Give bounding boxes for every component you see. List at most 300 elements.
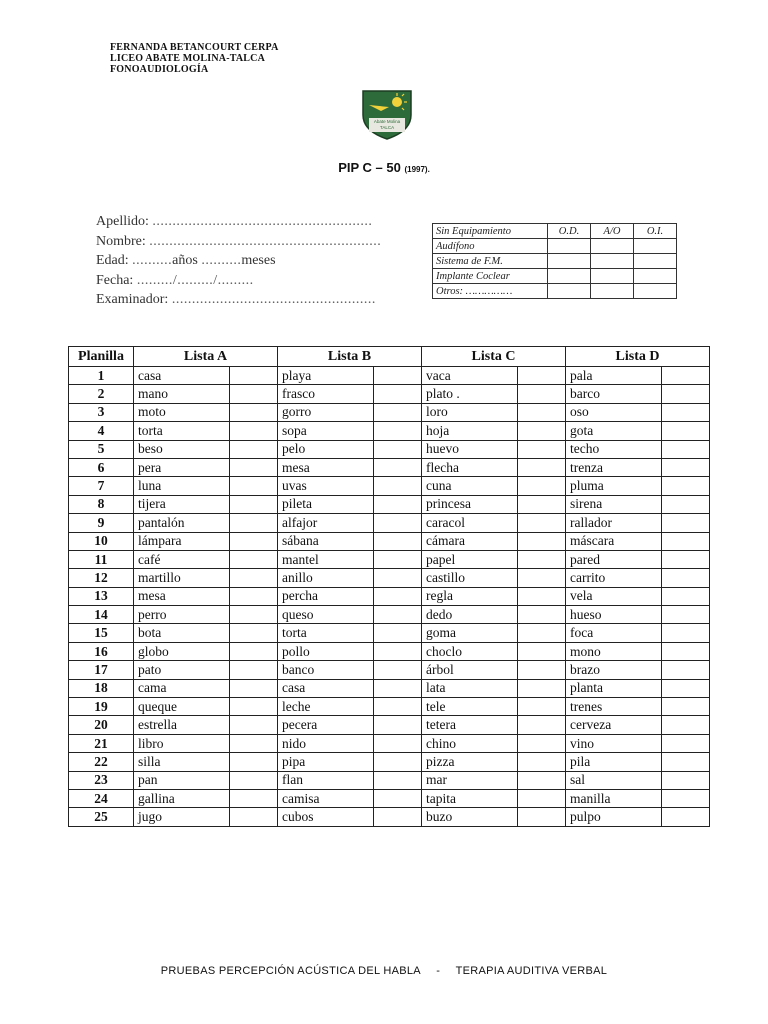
word-table-row	[69, 385, 710, 403]
word-lista-d: pared	[566, 550, 662, 568]
equipment-row	[433, 254, 677, 269]
equipment-row	[433, 269, 677, 284]
response-cell-lista-a[interactable]	[230, 495, 278, 513]
word-table-row	[69, 367, 710, 385]
planilla-number: 8	[69, 495, 134, 513]
word-lista-a: beso	[134, 440, 230, 458]
response-cell-lista-d[interactable]	[662, 753, 710, 771]
response-cell-lista-d[interactable]	[662, 440, 710, 458]
equipment-checkbox[interactable]	[634, 254, 677, 269]
word-lista-d: pila	[566, 753, 662, 771]
column-header-ao: A/O	[591, 224, 634, 239]
word-lista-c: choclo	[422, 642, 518, 660]
response-cell-lista-d[interactable]	[662, 642, 710, 660]
word-table-row	[69, 495, 710, 513]
response-cell-lista-a[interactable]	[230, 550, 278, 568]
apellido-field[interactable]: Apellido: .......................................................	[96, 214, 373, 229]
word-table-row	[69, 679, 710, 697]
header-lista-d: Lista D	[566, 347, 710, 367]
response-cell-lista-a[interactable]	[230, 587, 278, 605]
response-cell-lista-a[interactable]	[230, 367, 278, 385]
response-cell-lista-c[interactable]	[518, 550, 566, 568]
word-lista-b: percha	[278, 587, 374, 605]
word-lista-a: perro	[134, 606, 230, 624]
response-cell-lista-c[interactable]	[518, 642, 566, 660]
response-cell-lista-c[interactable]	[518, 569, 566, 587]
footer-separator: -	[436, 965, 441, 977]
word-table-row	[69, 403, 710, 421]
word-table-row	[69, 771, 710, 789]
word-lista-c: dedo	[422, 606, 518, 624]
response-cell-lista-b[interactable]	[374, 587, 422, 605]
fecha-field[interactable]: Fecha: ........./........./.........	[96, 272, 254, 288]
word-lista-d: gota	[566, 422, 662, 440]
planilla-number: 20	[69, 716, 134, 734]
response-cell-lista-c[interactable]	[518, 440, 566, 458]
equipment-checkbox[interactable]	[634, 284, 677, 299]
response-cell-lista-b[interactable]	[374, 385, 422, 403]
fecha-label: Fecha:	[96, 272, 134, 288]
planilla-number: 22	[69, 753, 134, 771]
word-lista-b: torta	[278, 624, 374, 642]
word-lista-c: pizza	[422, 753, 518, 771]
planilla-number: 11	[69, 550, 134, 568]
word-table-row	[69, 698, 710, 716]
planilla-number: 15	[69, 624, 134, 642]
word-lista-d: vino	[566, 734, 662, 752]
footer-left: PRUEBAS PERCEPCIÓN ACÚSTICA DEL HABLA	[160, 965, 421, 977]
word-lista-d: trenza	[566, 458, 662, 476]
word-table-row	[69, 587, 710, 605]
word-lista-b: camisa	[278, 789, 374, 807]
equipment-checkbox[interactable]	[548, 254, 591, 269]
column-header-od: O.D.	[548, 224, 591, 239]
response-cell-lista-d[interactable]	[662, 458, 710, 476]
header-lista-a: Lista A	[134, 347, 278, 367]
equipment-label: Sin Equipamiento	[433, 224, 548, 239]
word-table-row	[69, 606, 710, 624]
word-lista-b: pileta	[278, 495, 374, 513]
response-cell-lista-a[interactable]	[230, 403, 278, 421]
word-lista-c: chino	[422, 734, 518, 752]
title-main: PIP C – 50	[338, 160, 401, 175]
response-cell-lista-c[interactable]	[518, 661, 566, 679]
column-header-oi: O.I.	[634, 224, 677, 239]
response-cell-lista-a[interactable]	[230, 698, 278, 716]
response-cell-lista-c[interactable]	[518, 679, 566, 697]
word-lista-a: pantalón	[134, 514, 230, 532]
response-cell-lista-d[interactable]	[662, 624, 710, 642]
word-lista-b: alfajor	[278, 514, 374, 532]
word-table-row	[69, 569, 710, 587]
equipment-checkbox[interactable]	[591, 284, 634, 299]
department-name: FONOAUDIOLOGÍA	[110, 64, 209, 75]
word-table-row	[69, 734, 710, 752]
word-lista-b: sopa	[278, 422, 374, 440]
word-lista-c: árbol	[422, 661, 518, 679]
response-cell-lista-d[interactable]	[662, 679, 710, 697]
word-lista-b: mantel	[278, 550, 374, 568]
response-cell-lista-a[interactable]	[230, 532, 278, 550]
word-lista-d: techo	[566, 440, 662, 458]
response-cell-lista-a[interactable]	[230, 440, 278, 458]
word-lista-a: torta	[134, 422, 230, 440]
response-cell-lista-d[interactable]	[662, 789, 710, 807]
word-lista-b: pipa	[278, 753, 374, 771]
word-lista-a: bota	[134, 624, 230, 642]
response-cell-lista-d[interactable]	[662, 698, 710, 716]
response-cell-lista-d[interactable]	[662, 569, 710, 587]
word-lista-a: estrella	[134, 716, 230, 734]
word-table-row	[69, 422, 710, 440]
word-table-row	[69, 624, 710, 642]
word-lista-a: silla	[134, 753, 230, 771]
response-cell-lista-d[interactable]	[662, 550, 710, 568]
response-cell-lista-c[interactable]	[518, 458, 566, 476]
apellido-label: Apellido:	[96, 214, 149, 229]
planilla-number: 13	[69, 587, 134, 605]
edad-label: Edad:	[96, 253, 129, 268]
response-cell-lista-b[interactable]	[374, 789, 422, 807]
author-name: FERNANDA BETANCOURT CERPA	[110, 42, 279, 53]
word-table-row	[69, 477, 710, 495]
response-cell-lista-a[interactable]	[230, 789, 278, 807]
word-lista-b: banco	[278, 661, 374, 679]
equipment-checkbox[interactable]	[591, 239, 634, 254]
planilla-number: 10	[69, 532, 134, 550]
planilla-number: 23	[69, 771, 134, 789]
planilla-number: 16	[69, 642, 134, 660]
word-lista-b: flan	[278, 771, 374, 789]
response-cell-lista-c[interactable]	[518, 808, 566, 826]
word-lista-c: lata	[422, 679, 518, 697]
response-cell-lista-b[interactable]	[374, 440, 422, 458]
nombre-label: Nombre:	[96, 233, 146, 249]
word-lista-a: lámpara	[134, 532, 230, 550]
word-lista-d: pluma	[566, 477, 662, 495]
word-table-row	[69, 753, 710, 771]
response-cell-lista-c[interactable]	[518, 734, 566, 752]
word-table-row	[69, 550, 710, 568]
response-cell-lista-a[interactable]	[230, 771, 278, 789]
word-lista-d: hueso	[566, 606, 662, 624]
word-lista-a: tijera	[134, 495, 230, 513]
equipment-checkbox[interactable]	[548, 269, 591, 284]
response-cell-lista-d[interactable]	[662, 367, 710, 385]
response-cell-lista-a[interactable]	[230, 385, 278, 403]
response-cell-lista-a[interactable]	[230, 458, 278, 476]
response-cell-lista-a[interactable]	[230, 808, 278, 826]
response-cell-lista-a[interactable]	[230, 753, 278, 771]
word-lista-c: plato .	[422, 385, 518, 403]
word-lista-b: pollo	[278, 642, 374, 660]
response-cell-lista-d[interactable]	[662, 403, 710, 421]
word-table-header-row	[69, 347, 710, 367]
word-lista-b: leche	[278, 698, 374, 716]
response-cell-lista-b[interactable]	[374, 422, 422, 440]
edad-anos-label: años	[172, 253, 198, 268]
word-lista-b: frasco	[278, 385, 374, 403]
word-lista-d: manilla	[566, 789, 662, 807]
word-lista-a: jugo	[134, 808, 230, 826]
word-lista-a: mesa	[134, 587, 230, 605]
response-cell-lista-b[interactable]	[374, 698, 422, 716]
word-lista-c: papel	[422, 550, 518, 568]
word-table-row	[69, 458, 710, 476]
header-planilla: Planilla	[69, 347, 134, 367]
response-cell-lista-b[interactable]	[374, 679, 422, 697]
school-name: LICEO ABATE MOLINA-TALCA	[110, 53, 266, 64]
word-lista-a: queque	[134, 698, 230, 716]
response-cell-lista-d[interactable]	[662, 477, 710, 495]
header-lista-b: Lista B	[278, 347, 422, 367]
response-cell-lista-c[interactable]	[518, 495, 566, 513]
response-cell-lista-b[interactable]	[374, 367, 422, 385]
logo-lettering: Abate Molina	[373, 119, 401, 124]
equipment-row	[433, 284, 677, 299]
word-lista-a: mano	[134, 385, 230, 403]
school-crest-logo	[359, 85, 415, 141]
word-lista-b: queso	[278, 606, 374, 624]
response-cell-lista-d[interactable]	[662, 587, 710, 605]
word-lista-a: moto	[134, 403, 230, 421]
response-cell-lista-d[interactable]	[662, 385, 710, 403]
response-cell-lista-c[interactable]	[518, 624, 566, 642]
response-cell-lista-c[interactable]	[518, 422, 566, 440]
word-lista-a: globo	[134, 642, 230, 660]
response-cell-lista-b[interactable]	[374, 716, 422, 734]
word-lista-d: cerveza	[566, 716, 662, 734]
word-lista-b: nido	[278, 734, 374, 752]
word-lista-c: cuna	[422, 477, 518, 495]
response-cell-lista-c[interactable]	[518, 587, 566, 605]
response-cell-lista-b[interactable]	[374, 771, 422, 789]
word-lista-d: carrito	[566, 569, 662, 587]
response-cell-lista-b[interactable]	[374, 477, 422, 495]
response-cell-lista-b[interactable]	[374, 495, 422, 513]
word-lista-a: cama	[134, 679, 230, 697]
word-lista-d: barco	[566, 385, 662, 403]
planilla-number: 14	[69, 606, 134, 624]
word-lista-d: trenes	[566, 698, 662, 716]
word-table-row	[69, 808, 710, 826]
planilla-number: 4	[69, 422, 134, 440]
word-lista-c: cámara	[422, 532, 518, 550]
word-lista-c: goma	[422, 624, 518, 642]
response-cell-lista-a[interactable]	[230, 679, 278, 697]
document-footer	[0, 965, 768, 977]
response-cell-lista-a[interactable]	[230, 661, 278, 679]
word-lista-d: sal	[566, 771, 662, 789]
planilla-number: 2	[69, 385, 134, 403]
word-lista-b: pelo	[278, 440, 374, 458]
response-cell-lista-d[interactable]	[662, 771, 710, 789]
response-cell-lista-c[interactable]	[518, 385, 566, 403]
word-lista-d: sirena	[566, 495, 662, 513]
planilla-number: 25	[69, 808, 134, 826]
response-cell-lista-b[interactable]	[374, 606, 422, 624]
word-lista-c: caracol	[422, 514, 518, 532]
word-lista-d: mono	[566, 642, 662, 660]
equipment-label: Audífono	[433, 239, 548, 254]
planilla-number: 12	[69, 569, 134, 587]
word-lista-d: foca	[566, 624, 662, 642]
response-cell-lista-b[interactable]	[374, 514, 422, 532]
nombre-field[interactable]: Nombre: ..........................................................	[96, 233, 382, 249]
response-cell-lista-c[interactable]	[518, 606, 566, 624]
word-lista-c: buzo	[422, 808, 518, 826]
word-lista-c: vaca	[422, 367, 518, 385]
word-lista-c: flecha	[422, 458, 518, 476]
planilla-number: 3	[69, 403, 134, 421]
word-lista-d: máscara	[566, 532, 662, 550]
title-year: (1997).	[404, 165, 430, 174]
word-lista-c: princesa	[422, 495, 518, 513]
response-cell-lista-b[interactable]	[374, 569, 422, 587]
word-lista-a: pato	[134, 661, 230, 679]
response-cell-lista-d[interactable]	[662, 422, 710, 440]
equipment-checkbox[interactable]	[548, 284, 591, 299]
response-cell-lista-c[interactable]	[518, 477, 566, 495]
equipment-label: Otros: ……………	[433, 284, 548, 299]
planilla-number: 19	[69, 698, 134, 716]
equipment-label: Sistema de F.M.	[433, 254, 548, 269]
response-cell-lista-c[interactable]	[518, 403, 566, 421]
response-cell-lista-d[interactable]	[662, 495, 710, 513]
header-lista-c: Lista C	[422, 347, 566, 367]
word-lista-b: casa	[278, 679, 374, 697]
word-lista-c: loro	[422, 403, 518, 421]
word-lista-d: rallador	[566, 514, 662, 532]
word-lista-a: luna	[134, 477, 230, 495]
response-cell-lista-b[interactable]	[374, 550, 422, 568]
planilla-number: 5	[69, 440, 134, 458]
word-table-row	[69, 716, 710, 734]
response-cell-lista-b[interactable]	[374, 403, 422, 421]
response-cell-lista-d[interactable]	[662, 514, 710, 532]
response-cell-lista-b[interactable]	[374, 532, 422, 550]
response-cell-lista-b[interactable]	[374, 458, 422, 476]
equipment-table	[432, 223, 677, 299]
word-lista-b: pecera	[278, 716, 374, 734]
word-lista-a: café	[134, 550, 230, 568]
response-cell-lista-b[interactable]	[374, 734, 422, 752]
word-table-row	[69, 789, 710, 807]
word-lista-c: huevo	[422, 440, 518, 458]
footer-right: TERAPIA AUDITIVA VERBAL	[455, 965, 608, 977]
word-lista-b: anillo	[278, 569, 374, 587]
word-lista-b: gorro	[278, 403, 374, 421]
response-cell-lista-a[interactable]	[230, 624, 278, 642]
response-cell-lista-c[interactable]	[518, 698, 566, 716]
equipment-checkbox[interactable]	[634, 269, 677, 284]
word-lista-b: playa	[278, 367, 374, 385]
word-lista-a: martillo	[134, 569, 230, 587]
response-cell-lista-a[interactable]	[230, 569, 278, 587]
examinador-label: Examinador:	[96, 292, 169, 307]
response-cell-lista-d[interactable]	[662, 716, 710, 734]
word-lista-c: castillo	[422, 569, 518, 587]
response-cell-lista-d[interactable]	[662, 532, 710, 550]
word-lista-d: pala	[566, 367, 662, 385]
equipment-checkbox[interactable]	[548, 239, 591, 254]
response-cell-lista-a[interactable]	[230, 716, 278, 734]
word-table-row	[69, 440, 710, 458]
response-cell-lista-d[interactable]	[662, 661, 710, 679]
word-table-row	[69, 642, 710, 660]
patient-info-form	[96, 212, 381, 310]
response-cell-lista-b[interactable]	[374, 642, 422, 660]
word-table-row	[69, 532, 710, 550]
word-lista-d: planta	[566, 679, 662, 697]
word-lista-b: mesa	[278, 458, 374, 476]
planilla-number: 18	[69, 679, 134, 697]
word-lista-d: oso	[566, 403, 662, 421]
word-lista-b: uvas	[278, 477, 374, 495]
planilla-number: 1	[69, 367, 134, 385]
word-lista-b: cubos	[278, 808, 374, 826]
word-lista-d: brazo	[566, 661, 662, 679]
edad-meses-label: meses	[241, 253, 276, 268]
word-lista-a: casa	[134, 367, 230, 385]
response-cell-lista-b[interactable]	[374, 753, 422, 771]
response-cell-lista-a[interactable]	[230, 422, 278, 440]
word-table-row	[69, 514, 710, 532]
response-cell-lista-d[interactable]	[662, 606, 710, 624]
response-cell-lista-a[interactable]	[230, 734, 278, 752]
response-cell-lista-c[interactable]	[518, 367, 566, 385]
response-cell-lista-c[interactable]	[518, 789, 566, 807]
response-cell-lista-c[interactable]	[518, 716, 566, 734]
word-lista-d: vela	[566, 587, 662, 605]
word-lista-c: hoja	[422, 422, 518, 440]
response-cell-lista-c[interactable]	[518, 514, 566, 532]
response-cell-lista-b[interactable]	[374, 661, 422, 679]
word-list-table	[68, 346, 710, 827]
word-lista-a: gallina	[134, 789, 230, 807]
equipment-checkbox[interactable]	[591, 254, 634, 269]
planilla-number: 24	[69, 789, 134, 807]
planilla-number: 7	[69, 477, 134, 495]
word-lista-a: pan	[134, 771, 230, 789]
equipment-checkbox[interactable]	[634, 239, 677, 254]
word-lista-a: pera	[134, 458, 230, 476]
equipment-label: Implante Coclear	[433, 269, 548, 284]
response-cell-lista-c[interactable]	[518, 753, 566, 771]
word-lista-c: regla	[422, 587, 518, 605]
equipment-row	[433, 239, 677, 254]
response-cell-lista-a[interactable]	[230, 477, 278, 495]
word-lista-c: tapita	[422, 789, 518, 807]
examinador-field[interactable]: Examinador: ...................................................	[96, 292, 376, 307]
response-cell-lista-b[interactable]	[374, 624, 422, 642]
edad-field[interactable]: Edad: ..........años ..........meses	[96, 253, 276, 268]
word-lista-c: tetera	[422, 716, 518, 734]
response-cell-lista-c[interactable]	[518, 771, 566, 789]
response-cell-lista-b[interactable]	[374, 808, 422, 826]
response-cell-lista-a[interactable]	[230, 642, 278, 660]
word-lista-c: tele	[422, 698, 518, 716]
planilla-number: 6	[69, 458, 134, 476]
response-cell-lista-d[interactable]	[662, 734, 710, 752]
response-cell-lista-a[interactable]	[230, 606, 278, 624]
response-cell-lista-a[interactable]	[230, 514, 278, 532]
equipment-checkbox[interactable]	[591, 269, 634, 284]
response-cell-lista-d[interactable]	[662, 808, 710, 826]
page-title	[0, 160, 768, 175]
planilla-number: 9	[69, 514, 134, 532]
response-cell-lista-c[interactable]	[518, 532, 566, 550]
